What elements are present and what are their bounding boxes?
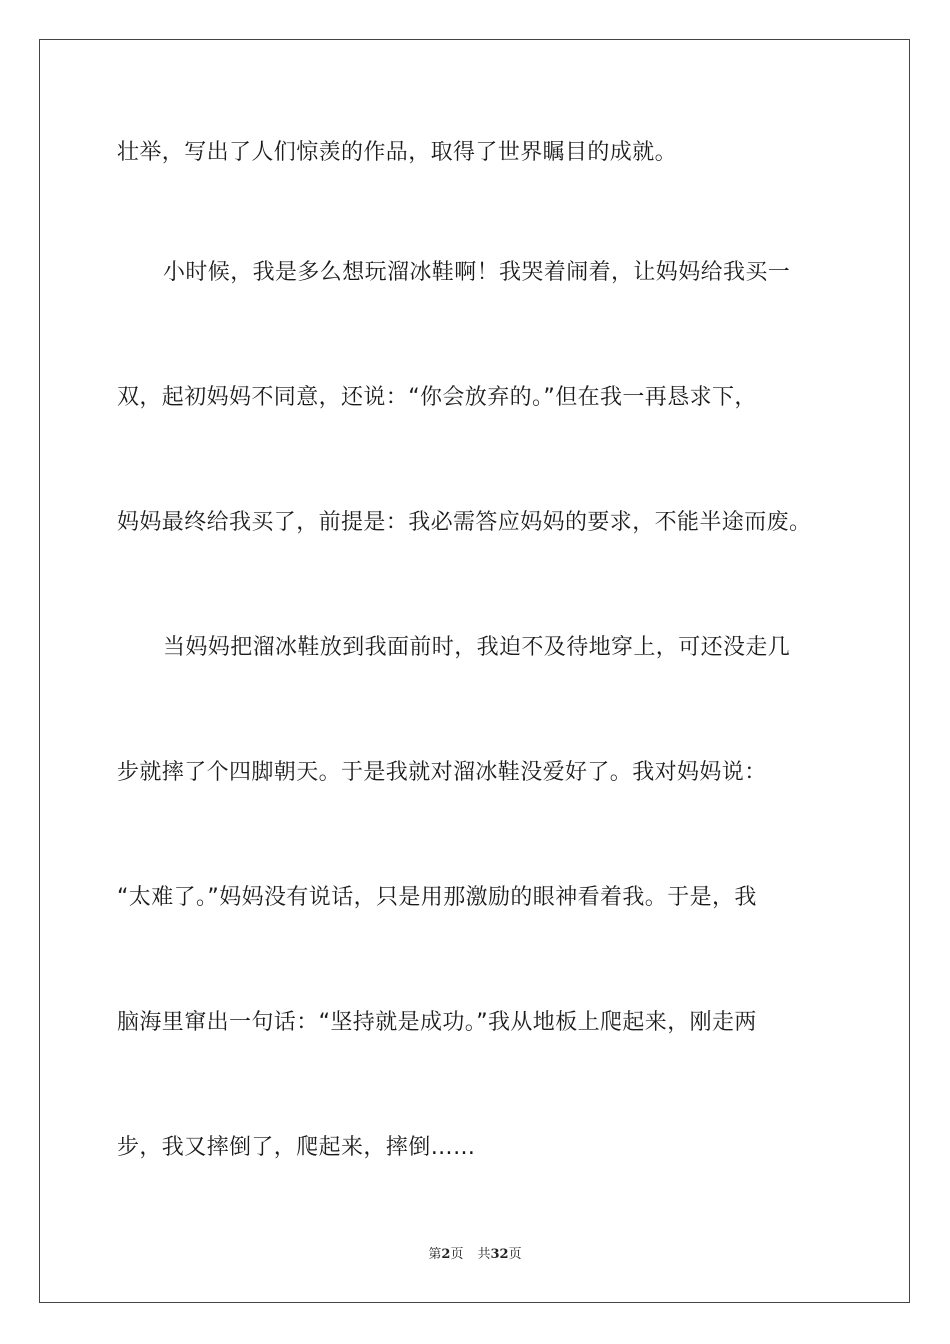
page-prefix: 第 [428,1247,442,1262]
text-line-7: “太难了。”妈妈没有说话，只是用那激励的眼神看着我。于是，我 [117,885,757,910]
total-suffix: 页 [508,1247,522,1262]
total-prefix: 共 [477,1247,491,1262]
text-line-3: 双，起初妈妈不同意，还说：“你会放弃的。”但在我一再恳求下， [117,385,757,410]
page-footer [0,1246,950,1264]
text-line-4: 妈妈最终给我买了，前提是：我必需答应妈妈的要求，不能半途而废。 [117,510,812,535]
total-pages: 32 [490,1247,509,1262]
page-frame [39,39,910,1303]
text-line-5: 当妈妈把溜冰鞋放到我面前时，我迫不及待地穿上，可还没走几 [163,635,791,660]
text-line-9: 步，我又摔倒了，爬起来，摔倒…… [117,1135,476,1160]
page-number: 2 [441,1247,451,1262]
text-line-1: 壮举，写出了人们惊羡的作品，取得了世界瞩目的成就。 [117,140,678,165]
text-line-6: 步就摔了个四脚朝天。于是我就对溜冰鞋没爱好了。我对妈妈说： [117,760,767,785]
page-suffix: 页 [450,1247,464,1262]
text-line-8: 脑海里窜出一句话：“坚持就是成功。”我从地板上爬起来，刚走两 [117,1010,757,1035]
text-line-2: 小时候，我是多么想玩溜冰鞋啊！我哭着闹着，让妈妈给我买一 [163,260,791,285]
